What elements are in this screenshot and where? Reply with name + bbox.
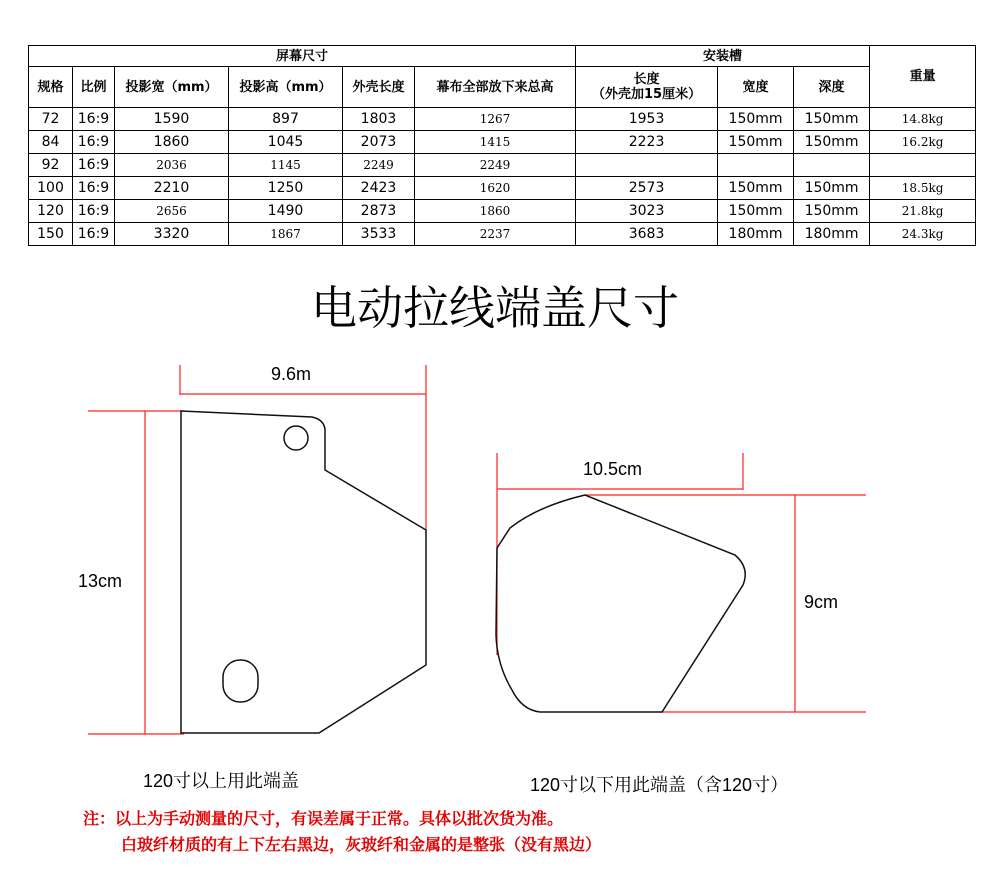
table-cell: 16:9 <box>73 200 115 223</box>
table-cell: 2223 <box>576 131 718 154</box>
table-cell: 2423 <box>343 177 415 200</box>
table-cell: 2237 <box>415 223 576 246</box>
lower-mounting-hole <box>223 660 258 702</box>
table-cell: 1860 <box>415 200 576 223</box>
table-cell: 120 <box>29 200 73 223</box>
table-cell: 1415 <box>415 131 576 154</box>
weight-header: 重量 <box>870 46 976 108</box>
table-cell: 3683 <box>576 223 718 246</box>
right-height-label: 9cm <box>804 592 839 612</box>
column-header: 规格 <box>29 67 73 108</box>
table-cell: 150mm <box>718 108 794 131</box>
table-cell: 1803 <box>343 108 415 131</box>
table-cell: 1490 <box>229 200 343 223</box>
table-cell: 16:9 <box>73 154 115 177</box>
column-header: 长度 （外壳加15厘米） <box>576 67 718 108</box>
table-cell: 150mm <box>794 200 870 223</box>
table-cell: 2210 <box>115 177 229 200</box>
table-cell: 16.2kg <box>870 131 976 154</box>
table-cell: 150mm <box>794 108 870 131</box>
column-header: 投影高（mm） <box>229 67 343 108</box>
table-cell: 2573 <box>576 177 718 200</box>
left-width-label: 9.6m <box>271 364 312 384</box>
column-header: 幕布全部放下来总高 <box>415 67 576 108</box>
column-header: 宽度 <box>718 67 794 108</box>
table-cell: 16:9 <box>73 131 115 154</box>
table-cell: 1045 <box>229 131 343 154</box>
table-cell: 3320 <box>115 223 229 246</box>
right-caption: 120寸以下用此端盖（含120寸） <box>530 775 789 795</box>
table-cell: 72 <box>29 108 73 131</box>
note-line-2: 白玻纤材质的有上下左右黑边，灰玻纤和金属的是整张（没有黑边） <box>121 835 602 854</box>
table-cell: 897 <box>229 108 343 131</box>
table-cell: 92 <box>29 154 73 177</box>
table-cell: 3533 <box>343 223 415 246</box>
right-width-label: 10.5cm <box>583 459 643 479</box>
table-cell: 180mm <box>794 223 870 246</box>
table-cell: 150 <box>29 223 73 246</box>
table-cell: 1145 <box>229 154 343 177</box>
page-heading: 电动拉线端盖尺寸 <box>311 281 679 335</box>
table-cell: 84 <box>29 131 73 154</box>
table-cell: 1590 <box>115 108 229 131</box>
table-cell: 100 <box>29 177 73 200</box>
left-caption: 120寸以上用此端盖 <box>143 771 300 791</box>
table-cell: 14.8kg <box>870 108 976 131</box>
table-cell: 150mm <box>718 200 794 223</box>
table-cell: 1860 <box>115 131 229 154</box>
table-cell: 16:9 <box>73 108 115 131</box>
right-end-cap-outline <box>496 495 745 712</box>
table-cell: 1267 <box>415 108 576 131</box>
install-slot-group-header: 安装槽 <box>576 46 870 67</box>
table-cell: 2249 <box>415 154 576 177</box>
column-header: 外壳长度 <box>343 67 415 108</box>
table-cell: 2656 <box>115 200 229 223</box>
column-header: 比例 <box>73 67 115 108</box>
table-cell: 2036 <box>115 154 229 177</box>
table-cell: 16:9 <box>73 223 115 246</box>
left-height-label: 13cm <box>78 571 123 591</box>
note-line-1: 注：以上为手动测量的尺寸，有误差属于正常。具体以批次货为准。 <box>83 809 564 828</box>
table-cell: 150mm <box>794 131 870 154</box>
table-cell: 2249 <box>343 154 415 177</box>
table-cell: 2073 <box>343 131 415 154</box>
left-end-cap-outline <box>181 411 426 733</box>
table-cell: 1250 <box>229 177 343 200</box>
table-cell: 150mm <box>718 177 794 200</box>
upper-mounting-hole <box>284 426 308 450</box>
table-cell: 1953 <box>576 108 718 131</box>
column-header: 深度 <box>794 67 870 108</box>
table-cell: 150mm <box>794 177 870 200</box>
left-end-cap-diagram <box>88 365 426 734</box>
table-cell: 16:9 <box>73 177 115 200</box>
table-cell: 1620 <box>415 177 576 200</box>
screen-size-group-header: 屏幕尺寸 <box>29 46 576 67</box>
table-cell: 24.3kg <box>870 223 976 246</box>
column-header: 投影宽（mm） <box>115 67 229 108</box>
right-end-cap-diagram <box>496 453 866 712</box>
table-cell: 1867 <box>229 223 343 246</box>
table-cell: 18.5kg <box>870 177 976 200</box>
table-cell: 150mm <box>718 131 794 154</box>
table-cell: 180mm <box>718 223 794 246</box>
table-cell: 2873 <box>343 200 415 223</box>
table-cell: 3023 <box>576 200 718 223</box>
table-cell: 21.8kg <box>870 200 976 223</box>
